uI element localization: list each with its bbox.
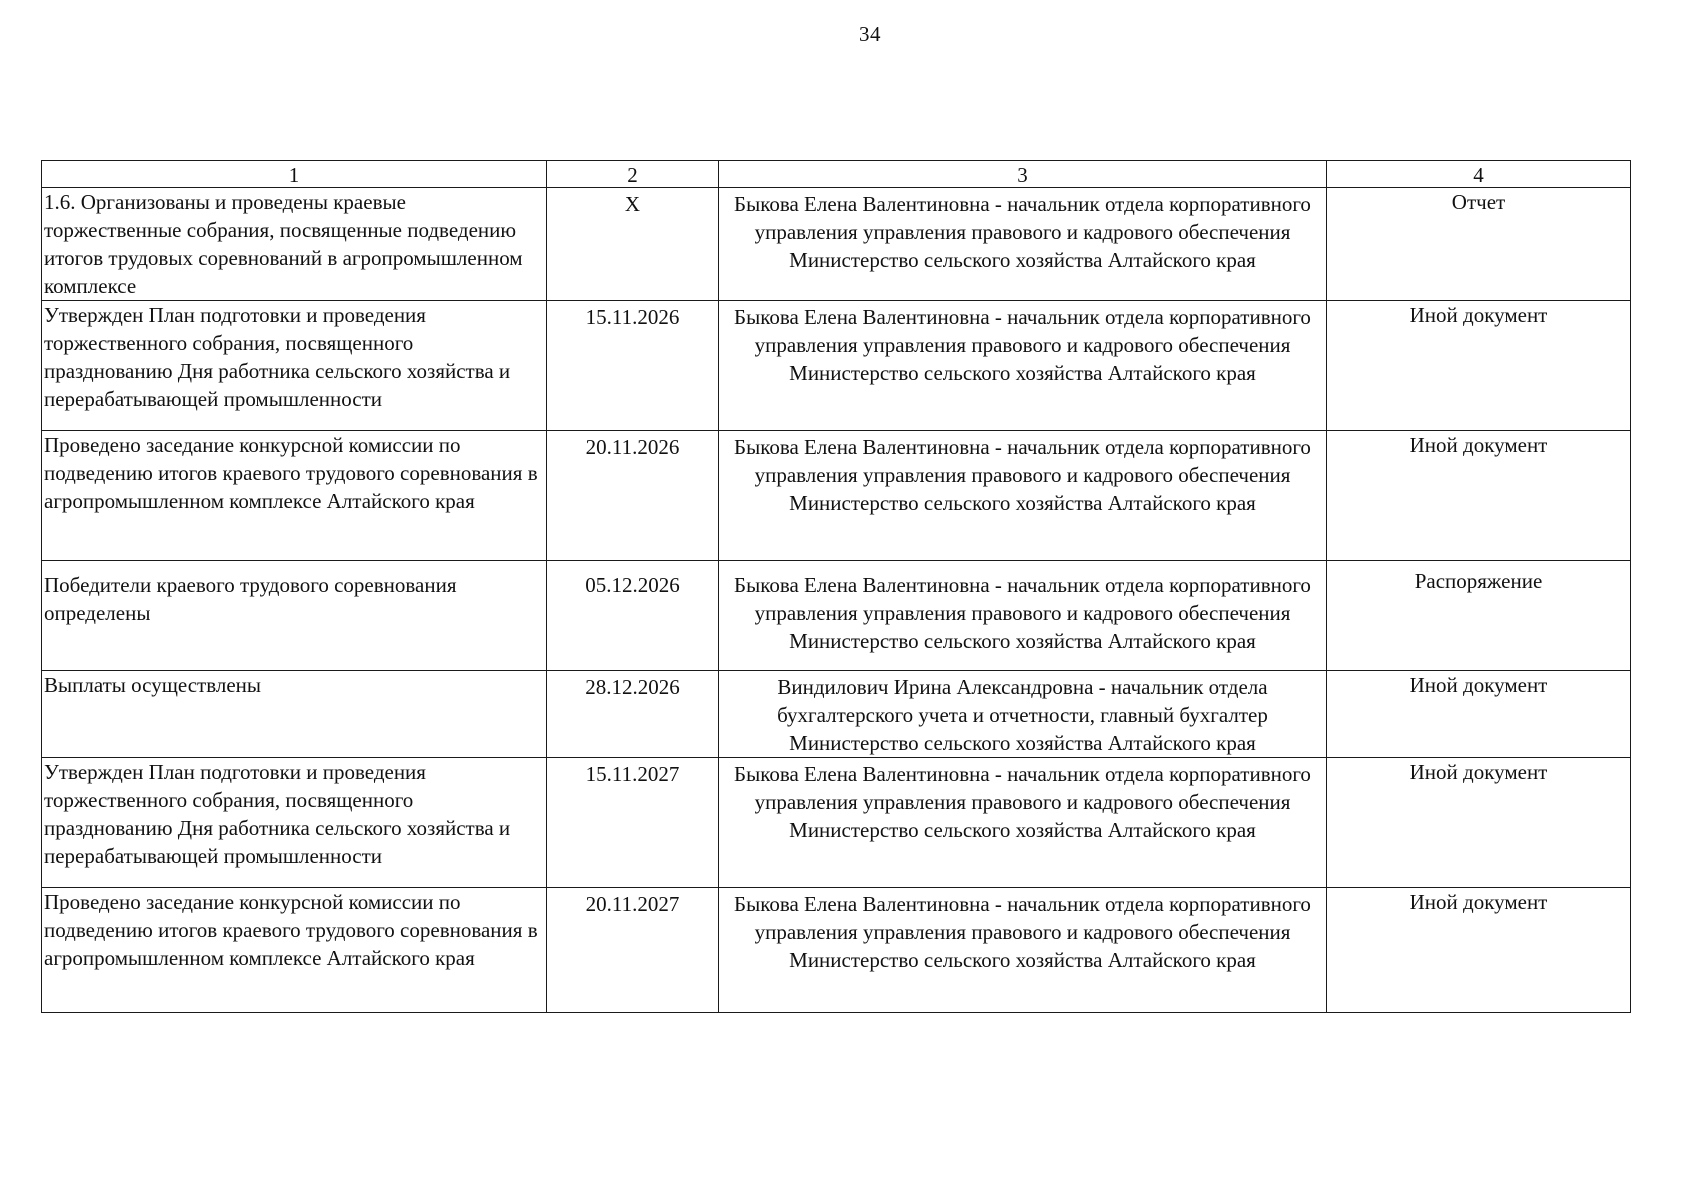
responsible-cell: Быкова Елена Валентиновна - начальник отдела корпоративного управления управления правового и кадрового обеспечения Министерство сельского хозяйства Алтайского края [719,758,1327,888]
plan-table [41,160,1631,1013]
document-type-cell: Иной документ [1327,671,1631,758]
table-row [42,888,1631,1013]
event-cell: Проведено заседание конкурсной комиссии по подведению итогов краевого трудового соревнования в агропромышленном комплексе Алтайского края [42,431,547,561]
table-row [42,188,1631,301]
table-row [42,431,1631,561]
column-header: 3 [719,161,1327,188]
date-cell: 20.11.2026 [547,431,719,561]
table-row [42,301,1631,431]
page-number: 34 [859,22,881,46]
event-cell: Победители краевого трудового соревнования определены [42,561,547,671]
table-header-row [42,161,1631,188]
table-row [42,671,1631,758]
event-cell: Утвержден План подготовки и проведения торжественного собрания, посвященного празднованию Дня работника сельского хозяйства и перерабатывающей промышленности [42,301,547,431]
responsible-cell: Быкова Елена Валентиновна - начальник отдела корпоративного управления управления правового и кадрового обеспечения Министерство сельского хозяйства Алтайского края [719,888,1327,1013]
event-cell: Проведено заседание конкурсной комиссии по подведению итогов краевого трудового соревнования в агропромышленном комплексе Алтайского края [42,888,547,1013]
date-cell: 20.11.2027 [547,888,719,1013]
column-header: 4 [1327,161,1631,188]
document-type-cell: Иной документ [1327,758,1631,888]
document-type-cell: Иной документ [1327,301,1631,431]
document-type-cell: Иной документ [1327,431,1631,561]
event-cell: Выплаты осуществлены [42,671,547,758]
date-cell: 28.12.2026 [547,671,719,758]
date-cell: 15.11.2027 [547,758,719,888]
responsible-cell: Виндилович Ирина Александровна - начальник отдела бухгалтерского учета и отчетности, главный бухгалтер Министерство сельского хозяйства Алтайского края [719,671,1327,758]
column-header: 1 [42,161,547,188]
responsible-cell: Быкова Елена Валентиновна - начальник отдела корпоративного управления управления правового и кадрового обеспечения Министерство сельского хозяйства Алтайского края [719,301,1327,431]
document-type-cell: Иной документ [1327,888,1631,1013]
table-row [42,561,1631,671]
responsible-cell: Быкова Елена Валентиновна - начальник отдела корпоративного управления управления правового и кадрового обеспечения Министерство сельского хозяйства Алтайского края [719,188,1327,301]
column-header: 2 [547,161,719,188]
date-cell: 15.11.2026 [547,301,719,431]
responsible-cell: Быкова Елена Валентиновна - начальник отдела корпоративного управления управления правового и кадрового обеспечения Министерство сельского хозяйства Алтайского края [719,561,1327,671]
date-cell: 05.12.2026 [547,561,719,671]
table-row [42,758,1631,888]
event-cell: 1.6. Организованы и проведены краевые торжественные собрания, посвященные подведению итогов трудовых соревнований в агропромышленном комплексе [42,188,547,301]
document-type-cell: Отчет [1327,188,1631,301]
responsible-cell: Быкова Елена Валентиновна - начальник отдела корпоративного управления управления правового и кадрового обеспечения Министерство сельского хозяйства Алтайского края [719,431,1327,561]
event-cell: Утвержден План подготовки и проведения торжественного собрания, посвященного празднованию Дня работника сельского хозяйства и перерабатывающей промышленности [42,758,547,888]
document-type-cell: Распоряжение [1327,561,1631,671]
date-cell: X [547,188,719,301]
